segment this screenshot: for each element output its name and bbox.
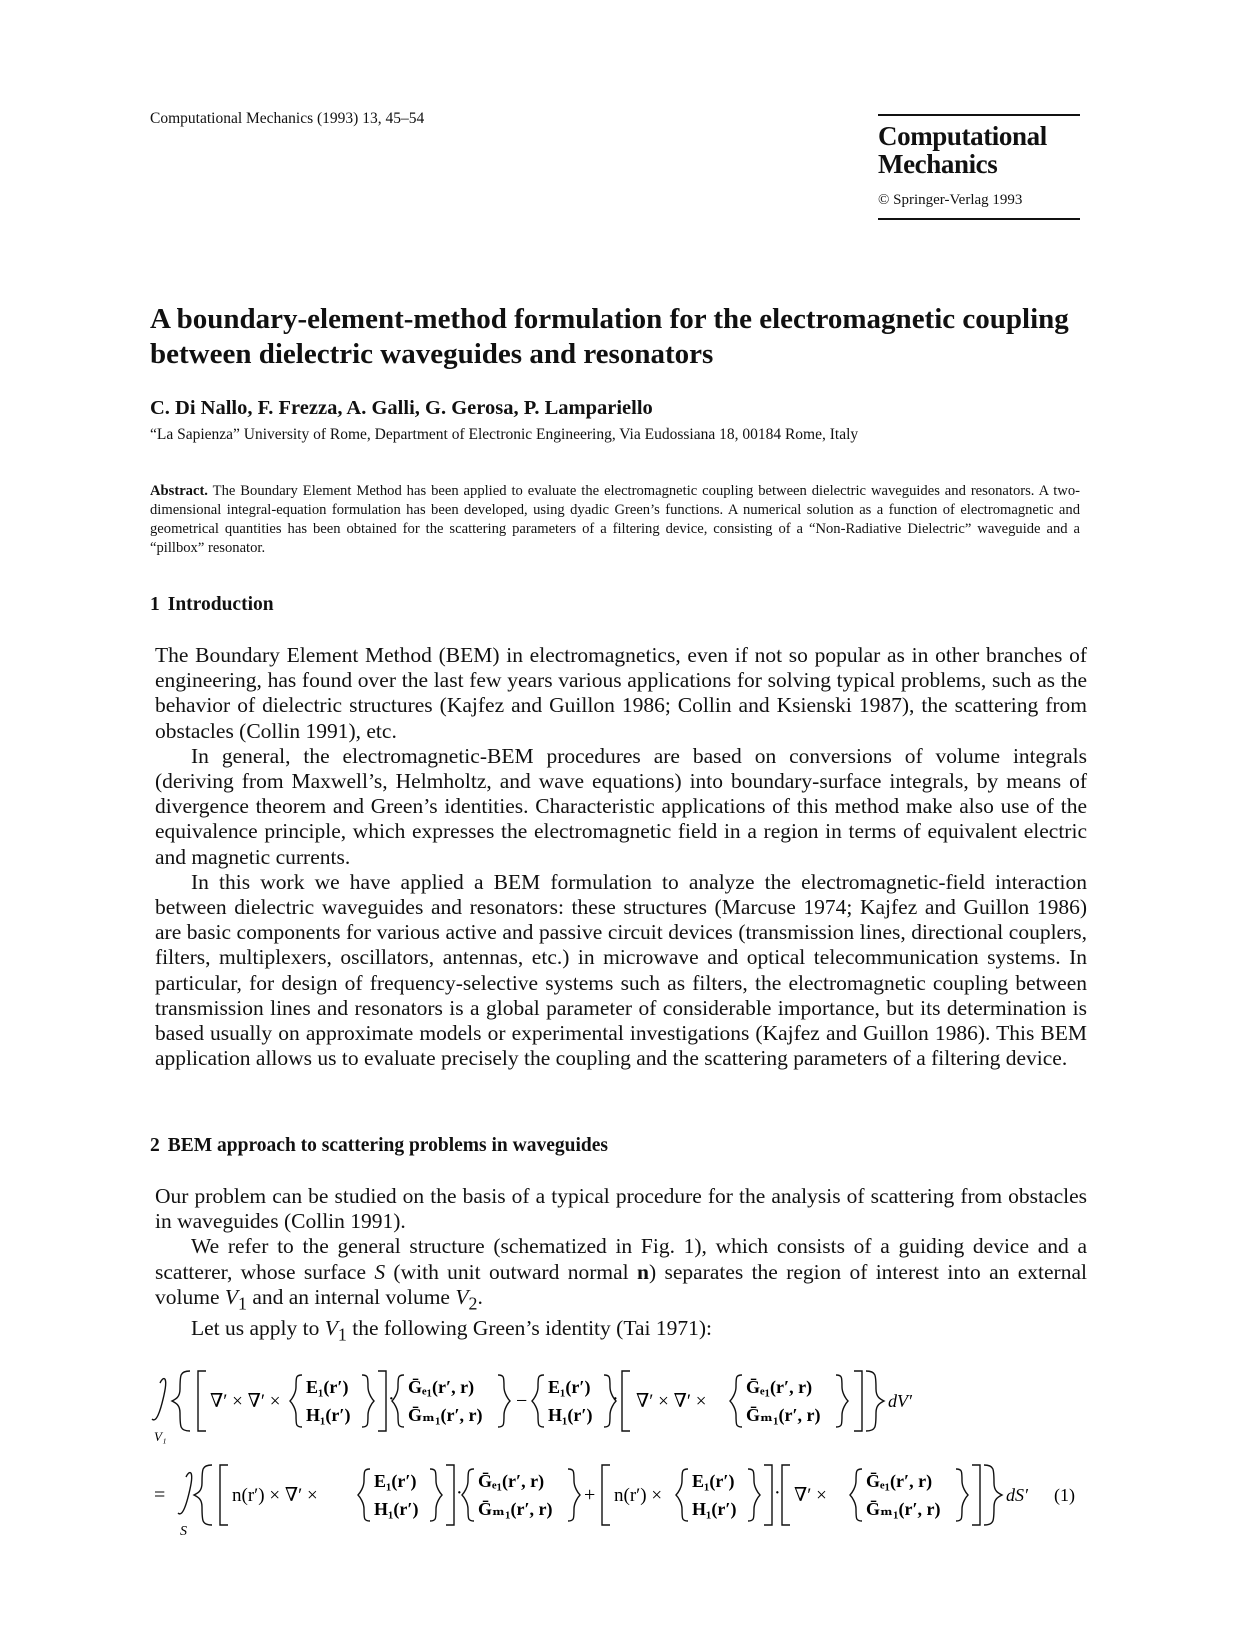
section-title: BEM approach to scattering problems in waveguides [167, 1135, 608, 1156]
section-number: 1 [150, 594, 160, 615]
curl-operator: ∇′ × [794, 1485, 827, 1506]
section-number: 2 [150, 1135, 160, 1156]
paragraph: In general, the electromagnetic-BEM procedures are based on conversions of volume integrals (deriving from Maxwell’s, Helmholtz, and wave equations) into boundary-surface integrals, by means of divergence theorem and Green’s identities. Characteristic applications of this method make also use of the equivalence principle, which expresses the electromagnetic field in a region in terms of equivalent electric and magnetic currents. [155, 743, 1087, 869]
equation-number: (1) [1054, 1485, 1075, 1505]
green-electric: Ḡₑ₁(r′, r) [408, 1377, 475, 1397]
vector-e: E₁(r′) [306, 1377, 349, 1397]
copyright-notice: © Springer-Verlag 1993 [878, 192, 1023, 208]
volume-differential: dV′ [888, 1391, 912, 1411]
svg-text:H₁(r′): H₁(r′) [692, 1499, 737, 1519]
vector-h: H₁(r′) [306, 1405, 351, 1425]
section-title: Introduction [167, 594, 274, 615]
paragraph: In this work we have applied a BEM formulation to analyze the electromagnetic-field interaction between dielectric waveguides and resonators: these structures (Marcuse 1974; Kajfez and Guillon 1986) are basic components for various active and passive circuit devices (transmission lines, directional couplers, filters, multiplexers, oscillators, antennas, etc.) in microwave and optical telecommunication systems. In particular, for design of frequency-selective systems such as filters, the electromagnetic coupling between transmission lines and resonators is a global parameter of considerable importance, but its determination is based usually on approximate models or experimental investigations (Kajfez and Guillon 1986). This BEM application allows us to evaluate precisely the coupling and the scattering parameters of a filtering device. [155, 869, 1087, 1071]
svg-text:E₁(r′): E₁(r′) [374, 1471, 417, 1491]
integral-subscript: S [180, 1524, 187, 1539]
svg-text:Ḡₑ₁(r′, r): Ḡₑ₁(r′, r) [866, 1471, 933, 1491]
abstract-text: The Boundary Element Method has been applied to evaluate the electromagnetic coupling between dielectric waveguides and resonators. A two-dimensional integral-equation formulation has been developed, using dyadic Green’s functions. A numerical solution as a function of electromagnetic and geometrical quantities has been obtained for the scattering parameters of a filtering device, consisting of a “Non-Radiative Dielectric” waveguide and a “pillbox” resonator. [150, 483, 1081, 556]
journal-citation: Computational Mechanics (1993) 13, 45–54 [150, 110, 425, 127]
normal-curl-operator: n(r′) × ∇′ × [232, 1485, 318, 1506]
paragraph: Let us apply to $V_1$ the following Green’s identity (Tai 1971): [191, 1316, 712, 1345]
equals-sign: = [154, 1484, 166, 1506]
paragraph: The Boundary Element Method (BEM) in electromagnetics, even if not so popular as in other branches of engineering, has found over the last few years various applications for solving typical problems, such as the behavior of dielectric structures (Kajfez and Guillon 1986; Collin and Ksienski 1987), the scattering from obstacles (Collin 1991), etc. [155, 643, 1087, 743]
journal-brand-line2: Mechanics [878, 149, 998, 179]
abstract-label: Abstract. [150, 483, 208, 499]
paragraph: We refer to the general structure (schematized in Fig. 1), which consists of a guiding device and a scatterer, whose surface S (with unit outward normal n) separates the region of interest into an external volume $V_1$ and an internal volume $V_2$. [155, 1234, 1087, 1314]
curl-curl-operator: ∇′ × ∇′ × [210, 1391, 281, 1412]
bem-approach-body [155, 1184, 1087, 1348]
equation-1 [150, 1365, 1090, 1550]
svg-text:H₁(r′): H₁(r′) [374, 1499, 419, 1519]
svg-text:Ḡₘ₁(r′, r): Ḡₘ₁(r′, r) [746, 1405, 821, 1425]
svg-text:Ḡₘ₁(r′, r): Ḡₘ₁(r′, r) [478, 1499, 553, 1519]
paragraph: Our problem can be studied on the basis of a typical procedure for the analysis of scattering from obstacles in waveguides (Collin 1991). [155, 1184, 1087, 1234]
svg-text:E₁(r′): E₁(r′) [548, 1377, 591, 1397]
svg-text:·: · [774, 1482, 781, 1504]
integral-subscript: V₁ [154, 1429, 167, 1444]
svg-text:H₁(r′): H₁(r′) [548, 1405, 593, 1425]
normal-cross-operator: n(r′) × [614, 1485, 663, 1506]
introduction-body [155, 643, 1087, 1071]
minus-sign: − [516, 1390, 528, 1412]
affiliation: “La Sapienza” University of Rome, Department of Electronic Engineering, Via Eudossiana 18, 00184 Rome, Italy [150, 426, 859, 443]
journal-brand-line1: Computational [878, 121, 1047, 151]
svg-text:∇′ × ∇′ ×: ∇′ × ∇′ × [636, 1391, 707, 1412]
plus-sign: + [584, 1484, 596, 1506]
svg-text:E₁(r′): E₁(r′) [692, 1471, 735, 1491]
equation-graphic [150, 1365, 1090, 1550]
section-heading-introduction [150, 594, 274, 616]
abstract [150, 482, 1080, 558]
svg-text:·: · [612, 1388, 619, 1410]
surface-differential: dS′ [1006, 1485, 1028, 1505]
svg-text:Ḡₘ₁(r′, r): Ḡₘ₁(r′, r) [866, 1499, 941, 1519]
svg-text:·: · [388, 1388, 395, 1410]
author-list: C. Di Nallo, F. Frezza, A. Galli, G. Gerosa, P. Lampariello [150, 397, 653, 419]
green-magnetic: Ḡₘ₁(r′, r) [408, 1405, 483, 1425]
svg-text:·: · [456, 1482, 463, 1504]
svg-text:Ḡₑ₁(r′, r): Ḡₑ₁(r′, r) [746, 1377, 813, 1397]
article-title: A boundary-element-method formulation for the electromagnetic coupling between dielectric waveguides and resonators [150, 303, 1069, 370]
section-heading-bem-approach [150, 1135, 608, 1157]
svg-text:Ḡₑ₁(r′, r): Ḡₑ₁(r′, r) [478, 1471, 545, 1491]
journal-brand-block [878, 114, 1080, 220]
